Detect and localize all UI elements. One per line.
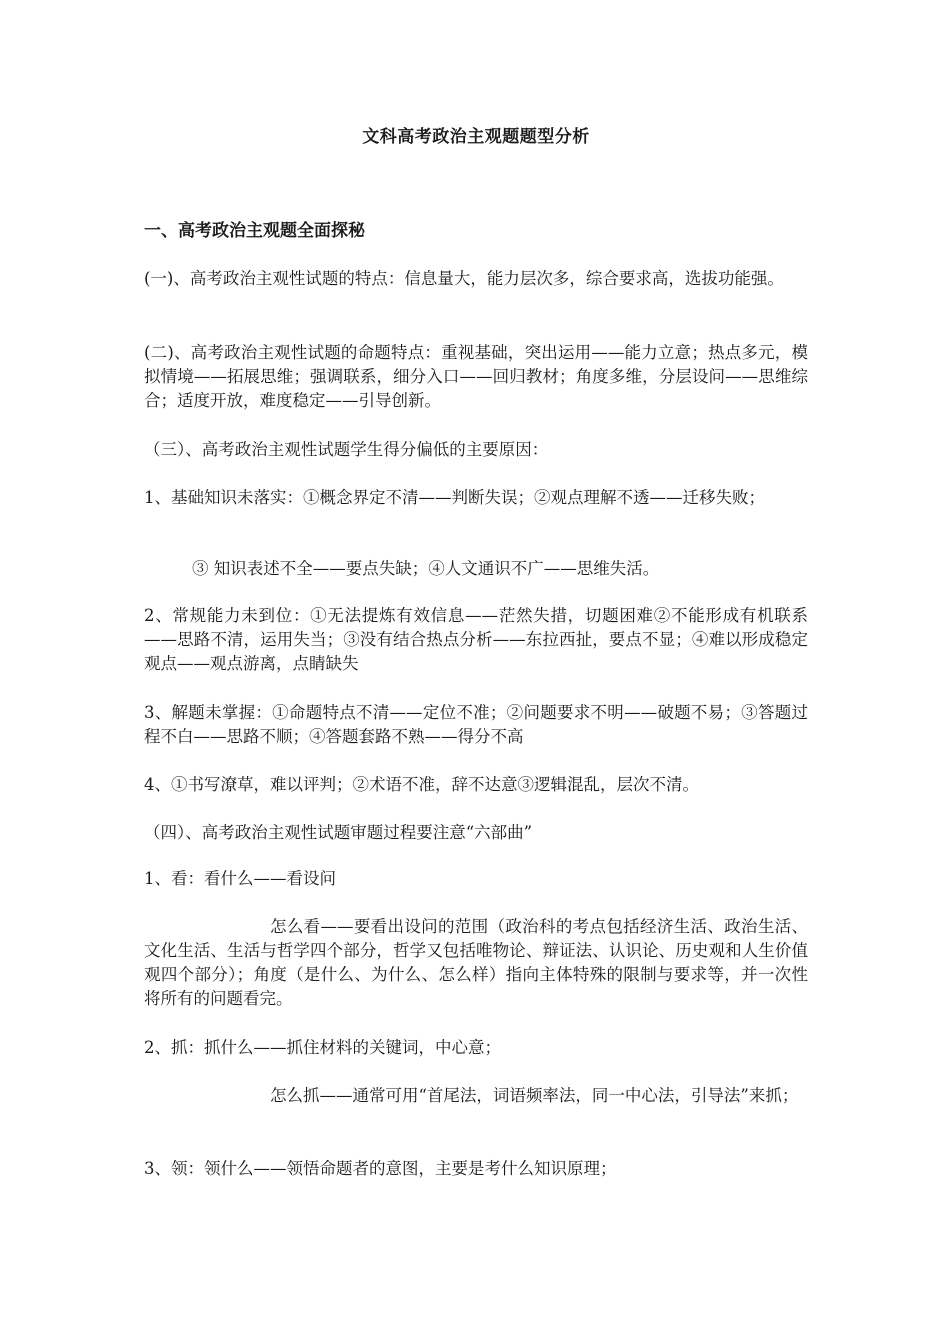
paragraph-step-grasp-detail: 怎么抓——通常可用“首尾法，词语频率法，同一中心法，引导法”来抓； [270, 1086, 799, 1105]
paragraph-proposition-features: (二)、高考政治主观性试题的命题特点：重视基础，突出运用——能力立意；热点多元，模拟情境——拓展思维；强调联系，细分入口——回归教材；角度多维，分层设问——思维综合；适度开放，难度稳定——引导创新。 [144, 343, 808, 410]
paragraph-reason-1-cont: ③ 知识表述不全——要点失缺；④人文通识不广——思维失活。 [192, 559, 660, 578]
paragraph-reason-4: 4、①书写潦草，难以评判；②术语不准，辞不达意③逻辑混乱，层次不清。 [144, 775, 699, 794]
document-title: 文科高考政治主观题题型分析 [362, 127, 590, 147]
paragraph-step-look: 1、看：看什么——看设问 [144, 869, 336, 888]
paragraph-six-steps: （四）、高考政治主观性试题审题过程要注意“六部曲” [144, 823, 533, 842]
paragraph-features: (一)、高考政治主观性试题的特点：信息量大，能力层次多，综合要求高，选拔功能强。 [144, 269, 784, 288]
paragraph-step-understand: 3、领：领什么——领悟命题者的意图，主要是考什么知识原理； [144, 1159, 617, 1178]
paragraph-low-score-reasons: （三）、高考政治主观性试题学生得分偏低的主要原因： [144, 440, 549, 459]
paragraph-reason-1: 1、基础知识未落实：①概念界定不清——判断失误；②观点理解不透——迁移失败； [144, 488, 765, 507]
paragraph-reason-3: 3、解题未掌握：①命题特点不清——定位不准；②问题要求不明——破题不易；③答题过程不白——思路不顺；④答题套路不熟——得分不高 [144, 703, 808, 746]
paragraph-reason-2: 2、常规能力未到位：①无法提炼有效信息——茫然失措，切题困难②不能形成有机联系——思路不清，运用失当；③没有结合热点分析——东拉西扯，要点不显；④难以形成稳定观点——观点游离，点睛缺失 [144, 606, 808, 673]
paragraph-step-grasp: 2、抓：抓什么——抓住材料的关键词，中心意； [144, 1038, 501, 1057]
section-heading: 一、高考政治主观题全面探秘 [144, 221, 365, 241]
paragraph-step-look-detail: 怎么看——要看出设问的范围（政治科的考点包括经济生活、政治生活、文化生活、生活与哲学四个部分，哲学又包括唯物论、辩证法、认识论、历史观和人生价值观四个部分）；角度（是什么、为什么、怎么样）指向主体特殊的限制与要求等，并一次性将所有的问题看完。 [144, 917, 808, 1008]
